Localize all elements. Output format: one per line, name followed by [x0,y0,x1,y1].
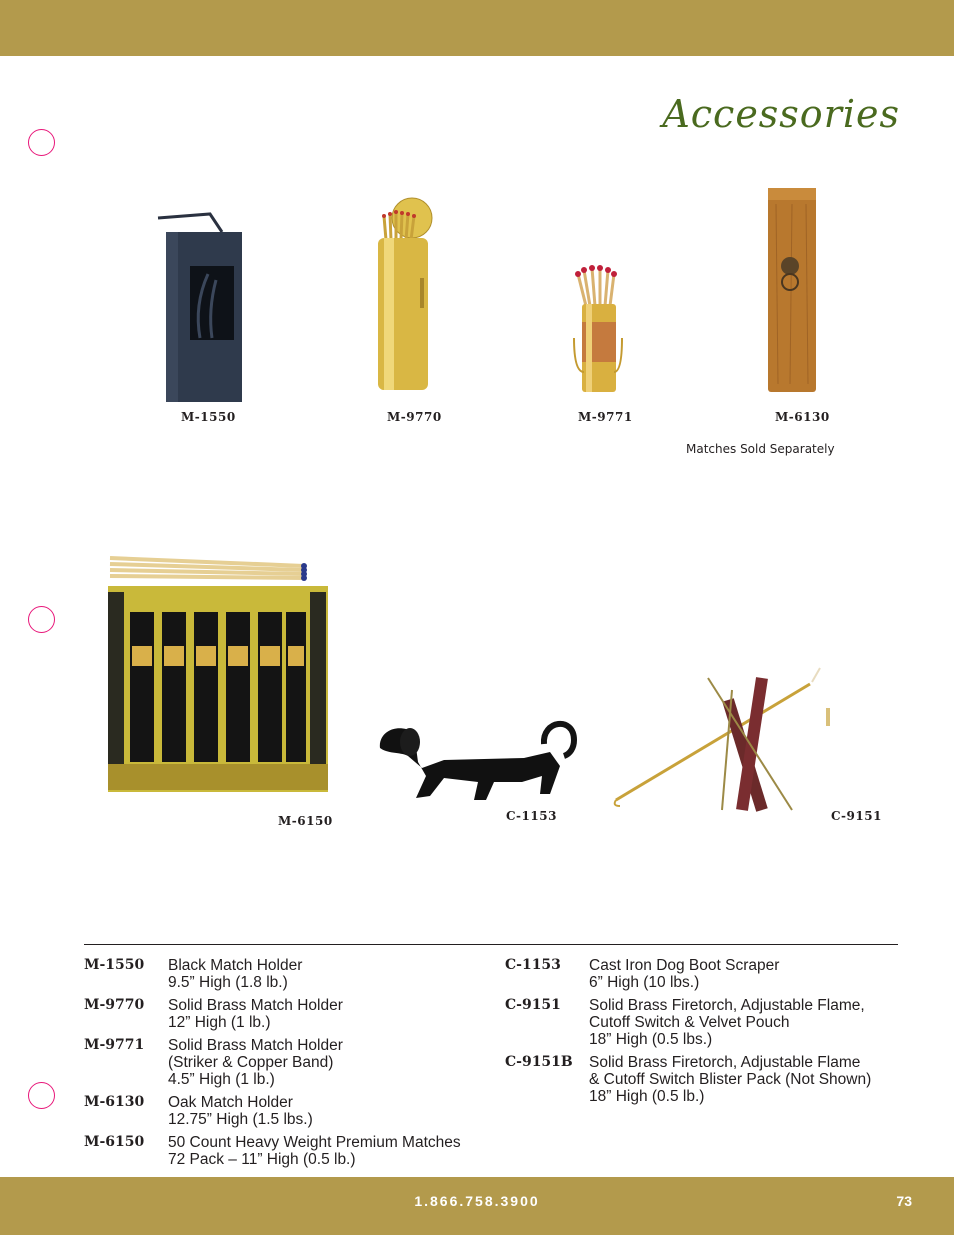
spec-description [168,957,302,991]
spec-row [84,1134,484,1168]
spec-description [168,1037,343,1088]
specs-left-column [84,957,484,1174]
spec-description [589,957,779,991]
spec-description [589,1054,871,1105]
product-label: M-9771 [578,410,633,424]
spec-code: C-9151B [505,1054,573,1070]
top-band [0,0,954,56]
brass-match-holder-copper-band-image [570,262,630,402]
premium-matches-pack-image [104,552,330,800]
spec-description [168,1094,313,1128]
brass-firetorch-image [612,660,834,820]
spec-line: Cast Iron Dog Boot Scraper [589,957,780,974]
spec-row [84,997,484,1031]
phone-number: 1.866.758.3900 [414,1193,540,1209]
spec-row [84,957,484,991]
product-label: C-9151 [831,809,882,823]
spec-code: C-1153 [505,957,561,973]
spec-line: 12” High (1 lb.) [168,1014,271,1031]
spec-line: 12.75” High (1.5 lbs.) [168,1111,313,1128]
spec-line: 50 Count Heavy Weight Premium Matches [168,1134,461,1151]
spec-row [505,1054,905,1105]
spec-row [84,1037,484,1088]
spec-line: & Cutoff Switch Blister Pack (Not Shown) [589,1071,872,1088]
specs-right-column [505,957,905,1111]
spec-line: 6” High (10 lbs.) [589,974,700,991]
product-label: M-6150 [278,814,333,828]
spec-description [589,997,865,1048]
specs-divider [84,944,898,945]
spec-line: 18” High (0.5 lb.) [589,1088,705,1105]
punch-hole-top [28,129,55,156]
oak-match-holder-image [762,184,822,394]
spec-row [505,957,905,991]
spec-line: 9.5” High (1.8 lb.) [168,974,288,991]
product-label: C-1153 [506,809,557,823]
spec-line: 4.5” High (1 lb.) [168,1071,275,1088]
spec-line: (Striker & Copper Band) [168,1054,334,1071]
spec-line: 72 Pack – 11” High (0.5 lb.) [168,1151,356,1168]
spec-line: Black Match Holder [168,957,303,974]
spec-code: M-1550 [84,957,145,973]
dog-boot-scraper-image [374,712,580,808]
spec-line: Oak Match Holder [168,1094,293,1111]
spec-code: M-6150 [84,1134,145,1150]
spec-line: Cutoff Switch & Velvet Pouch [589,1014,790,1031]
product-label: M-6130 [775,410,830,424]
spec-description [168,1134,461,1168]
brass-match-holder-image [370,192,440,402]
page-title: Accessories [662,92,900,136]
spec-row [505,997,905,1048]
spec-description [168,997,343,1031]
product-label: M-9770 [387,410,442,424]
product-label: M-1550 [181,410,236,424]
black-match-holder-image [150,210,250,410]
spec-code: M-9771 [84,1037,145,1053]
spec-line: Solid Brass Match Holder [168,997,343,1014]
spec-code: M-9770 [84,997,145,1013]
spec-code: M-6130 [84,1094,145,1110]
spec-line: 18” High (0.5 lbs.) [589,1031,713,1048]
spec-line: Solid Brass Firetorch, Adjustable Flame [589,1054,861,1071]
punch-hole-bottom [28,1082,55,1109]
page-number: 73 [896,1193,912,1209]
spec-row [84,1094,484,1128]
matches-note: Matches Sold Separately [686,442,835,456]
spec-line: Solid Brass Match Holder [168,1037,343,1054]
punch-hole-middle [28,606,55,633]
spec-line: Solid Brass Firetorch, Adjustable Flame, [589,997,865,1014]
spec-code: C-9151 [505,997,561,1013]
